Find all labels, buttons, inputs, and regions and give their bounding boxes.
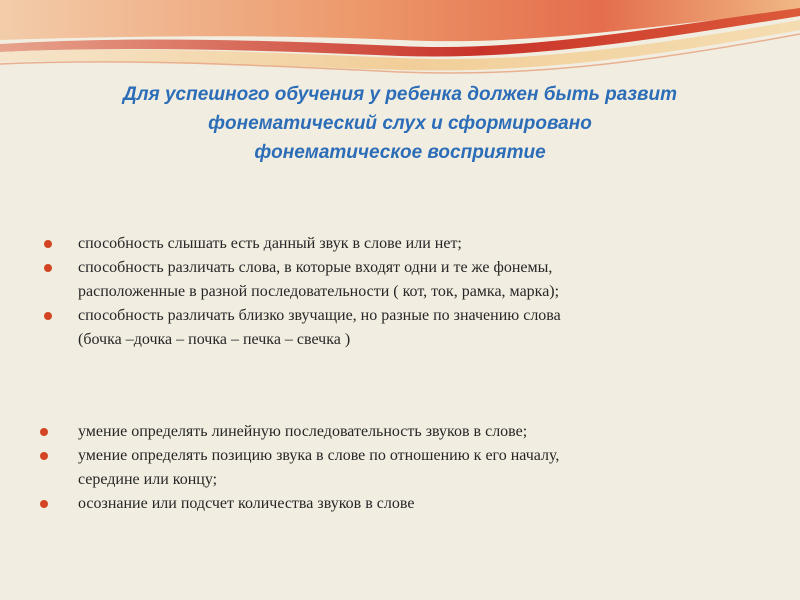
skills-list bbox=[38, 420, 758, 516]
list-item-text-cont: середине или концу; bbox=[78, 471, 218, 488]
bullet-icon bbox=[40, 428, 48, 436]
list-item-text: осознание или подсчет количества звуков в слове bbox=[78, 495, 415, 512]
list-item bbox=[38, 492, 758, 516]
list-item bbox=[38, 420, 758, 444]
list-item-text: способность различать слова, в которые входят одни и те же фонемы, bbox=[78, 259, 553, 276]
bullet-icon bbox=[44, 312, 52, 320]
list-item-text: умение определять позицию звука в слове по отношению к его началу, bbox=[78, 447, 560, 464]
bullet-icon bbox=[44, 240, 52, 248]
list-item-text: умение определять линейную последовательность звуков в слове; bbox=[78, 423, 528, 440]
page-title bbox=[40, 80, 760, 167]
list-item bbox=[38, 444, 758, 492]
list-item-text: способность различать близко звучащие, но разные по значению слова bbox=[78, 307, 561, 324]
list-item bbox=[38, 232, 758, 256]
bullet-icon bbox=[40, 500, 48, 508]
bullet-icon bbox=[40, 452, 48, 460]
list-item-text-cont: (бочка –дочка – почка – печка – свечка ) bbox=[78, 331, 351, 348]
list-item bbox=[38, 256, 758, 304]
title-line-2: фонематический слух и сформировано bbox=[208, 113, 592, 134]
title-line-1: Для успешного обучения у ребенка должен быть развит bbox=[122, 84, 678, 105]
decorative-waves bbox=[0, 0, 800, 90]
abilities-list bbox=[38, 232, 758, 352]
list-item-text-cont: расположенные в разной последовательности ( кот, ток, рамка, марка); bbox=[78, 283, 560, 300]
list-item-text: способность слышать есть данный звук в слове или нет; bbox=[78, 235, 462, 252]
title-line-3: фонематическое восприятие bbox=[254, 142, 546, 163]
bullet-icon bbox=[44, 264, 52, 272]
list-item bbox=[38, 304, 758, 352]
wave-top-band bbox=[0, 0, 800, 41]
